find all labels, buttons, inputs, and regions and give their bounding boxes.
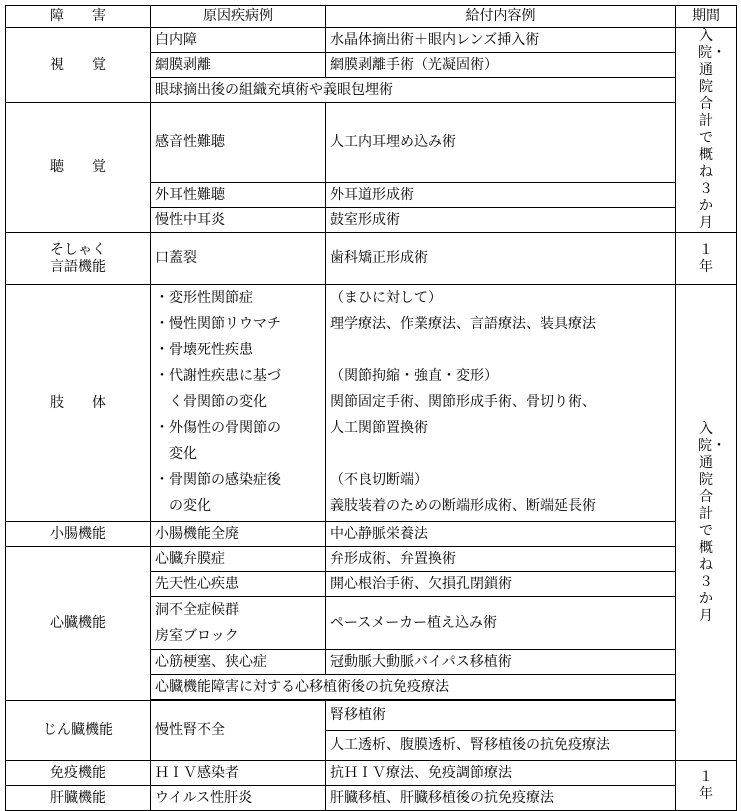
cause-cell: 先天性心疾患 [151,572,326,597]
list-item: の変化 [155,498,211,514]
list-item: ・外傷性の骨関節の [155,420,281,436]
period-text: 入院・通院合計で概ね３か月 [698,28,726,231]
period-cell-2 [676,233,737,285]
cause-cell: 小腸機能全廃 [151,522,326,547]
list-item: 義肢装着のための断端形成術、断端延長術 [330,498,596,514]
table-row [6,233,737,285]
list-item: ・代謝性疾患に基づ [155,368,281,384]
table-row [6,285,737,522]
span-cell: 眼球摘出後の組織充填術や義眼包埋術 [151,78,676,103]
list-item: （不良切断端） [330,472,428,488]
list-item [330,441,671,467]
benefit-cell: 腎移植術 [326,701,676,731]
cause-cell: 口蓋裂 [151,233,326,285]
benefit-cell: 弁形成術、弁置換術 [326,547,676,572]
span-cell: 心臓機能障害に対する心移植術後の抗免疫療法 [151,675,676,700]
period-cell-3 [676,285,737,761]
benefit-cell: 抗ＨＩＶ療法、免疫調節療法 [326,761,676,786]
header-cause: 原因疾病例 [151,6,326,28]
period-cell-1 [676,28,737,233]
period-text: １年 [699,768,713,802]
table-row [6,547,737,572]
cause-cell: ウイルス性肝炎 [151,786,326,811]
list-item: 洞不全症候群 [155,602,239,618]
category-kidney: じん臓機能 [6,701,151,761]
table-row [6,786,737,811]
cause-cell: 心筋梗塞、狭心症 [151,650,326,675]
category-intestine: 小腸機能 [6,522,151,547]
list-item: 変化 [155,446,197,462]
category-immune: 免疫機能 [6,761,151,786]
period-cell-4 [676,761,737,811]
category-hearing: 聴 覚 [6,103,151,233]
cause-cell: 慢性腎不全 [151,701,326,761]
list-item: （まひに対して） [330,290,442,306]
cause-cell: 外耳性難聴 [151,183,326,208]
list-item: 房室ブロック [155,628,239,644]
category-limb: 肢 体 [6,285,151,522]
table-row [6,701,737,731]
category-line: 言語機能 [50,258,106,275]
benefit-cell: 網膜剥離手術（光凝固術） [326,53,676,78]
cause-cell: 感音性難聴 [151,103,326,183]
list-item: ・変形性関節症 [155,290,253,306]
table-row [6,761,737,786]
benefit-list [326,285,676,522]
cause-cell: ＨＩＶ感染者 [151,761,326,786]
benefit-cell: ペースメーカー植え込み術 [326,597,676,650]
header-row [6,6,737,28]
benefit-cell: 水晶体摘出術＋眼内レンズ挿入術 [326,28,676,53]
list-item: （関節拘縮・強直・変形） [330,368,498,384]
cause-cell: 心臓弁膜症 [151,547,326,572]
header-category: 障 害 [6,6,151,28]
benefit-cell: 人工透析、腹膜透析、腎移植後の抗免疫療法 [326,731,737,761]
cause-list [151,285,326,522]
list-item: ・骨壊死性疾患 [155,342,253,358]
category-heart: 心臓機能 [6,547,151,701]
category-speech [6,233,151,285]
table-row [6,103,737,183]
category-vision: 視 覚 [6,28,151,103]
list-item: 理学療法、作業療法、言語療法、装具療法 [330,316,596,332]
benefit-cell: 中心静脈栄養法 [326,522,676,547]
list-item: く骨関節の変化 [155,394,267,410]
benefit-cell: 開心根治手術、欠損孔閉鎖術 [326,572,676,597]
header-period: 期間 [676,6,737,28]
period-text: １年 [699,241,713,275]
list-item [330,337,671,363]
list-item: 人工関節置換術 [330,420,428,436]
benefit-table [5,5,737,811]
benefit-cell: 冠動脈大動脈バイパス移植術 [326,650,676,675]
list-item: 関節固定手術、関節形成手術、骨切り術、 [330,394,596,410]
benefit-cell: 人工内耳埋め込み術 [326,103,676,183]
benefit-cell: 外耳道形成術 [326,183,676,208]
benefit-cell: 肝臓移植、肝臓移植後の抗免疫療法 [326,786,676,811]
period-text: 入院・通院合計で概ね３か月 [698,420,726,624]
cause-cell: 網膜剥離 [151,53,326,78]
category-line: そしゃく [50,241,106,258]
cause-cell: 白内障 [151,28,326,53]
benefit-cell: 鼓室形成術 [326,208,676,233]
benefit-cell: 歯科矯正形成術 [326,233,676,285]
category-liver: 肝臓機能 [6,786,151,811]
header-benefit: 給付内容例 [326,6,676,28]
cause-list [151,597,326,650]
list-item: ・慢性関節リウマチ [155,316,281,332]
cause-cell: 慢性中耳炎 [151,208,326,233]
list-item: ・骨関節の感染症後 [155,472,281,488]
table-row [6,28,737,53]
table-row [6,522,737,547]
